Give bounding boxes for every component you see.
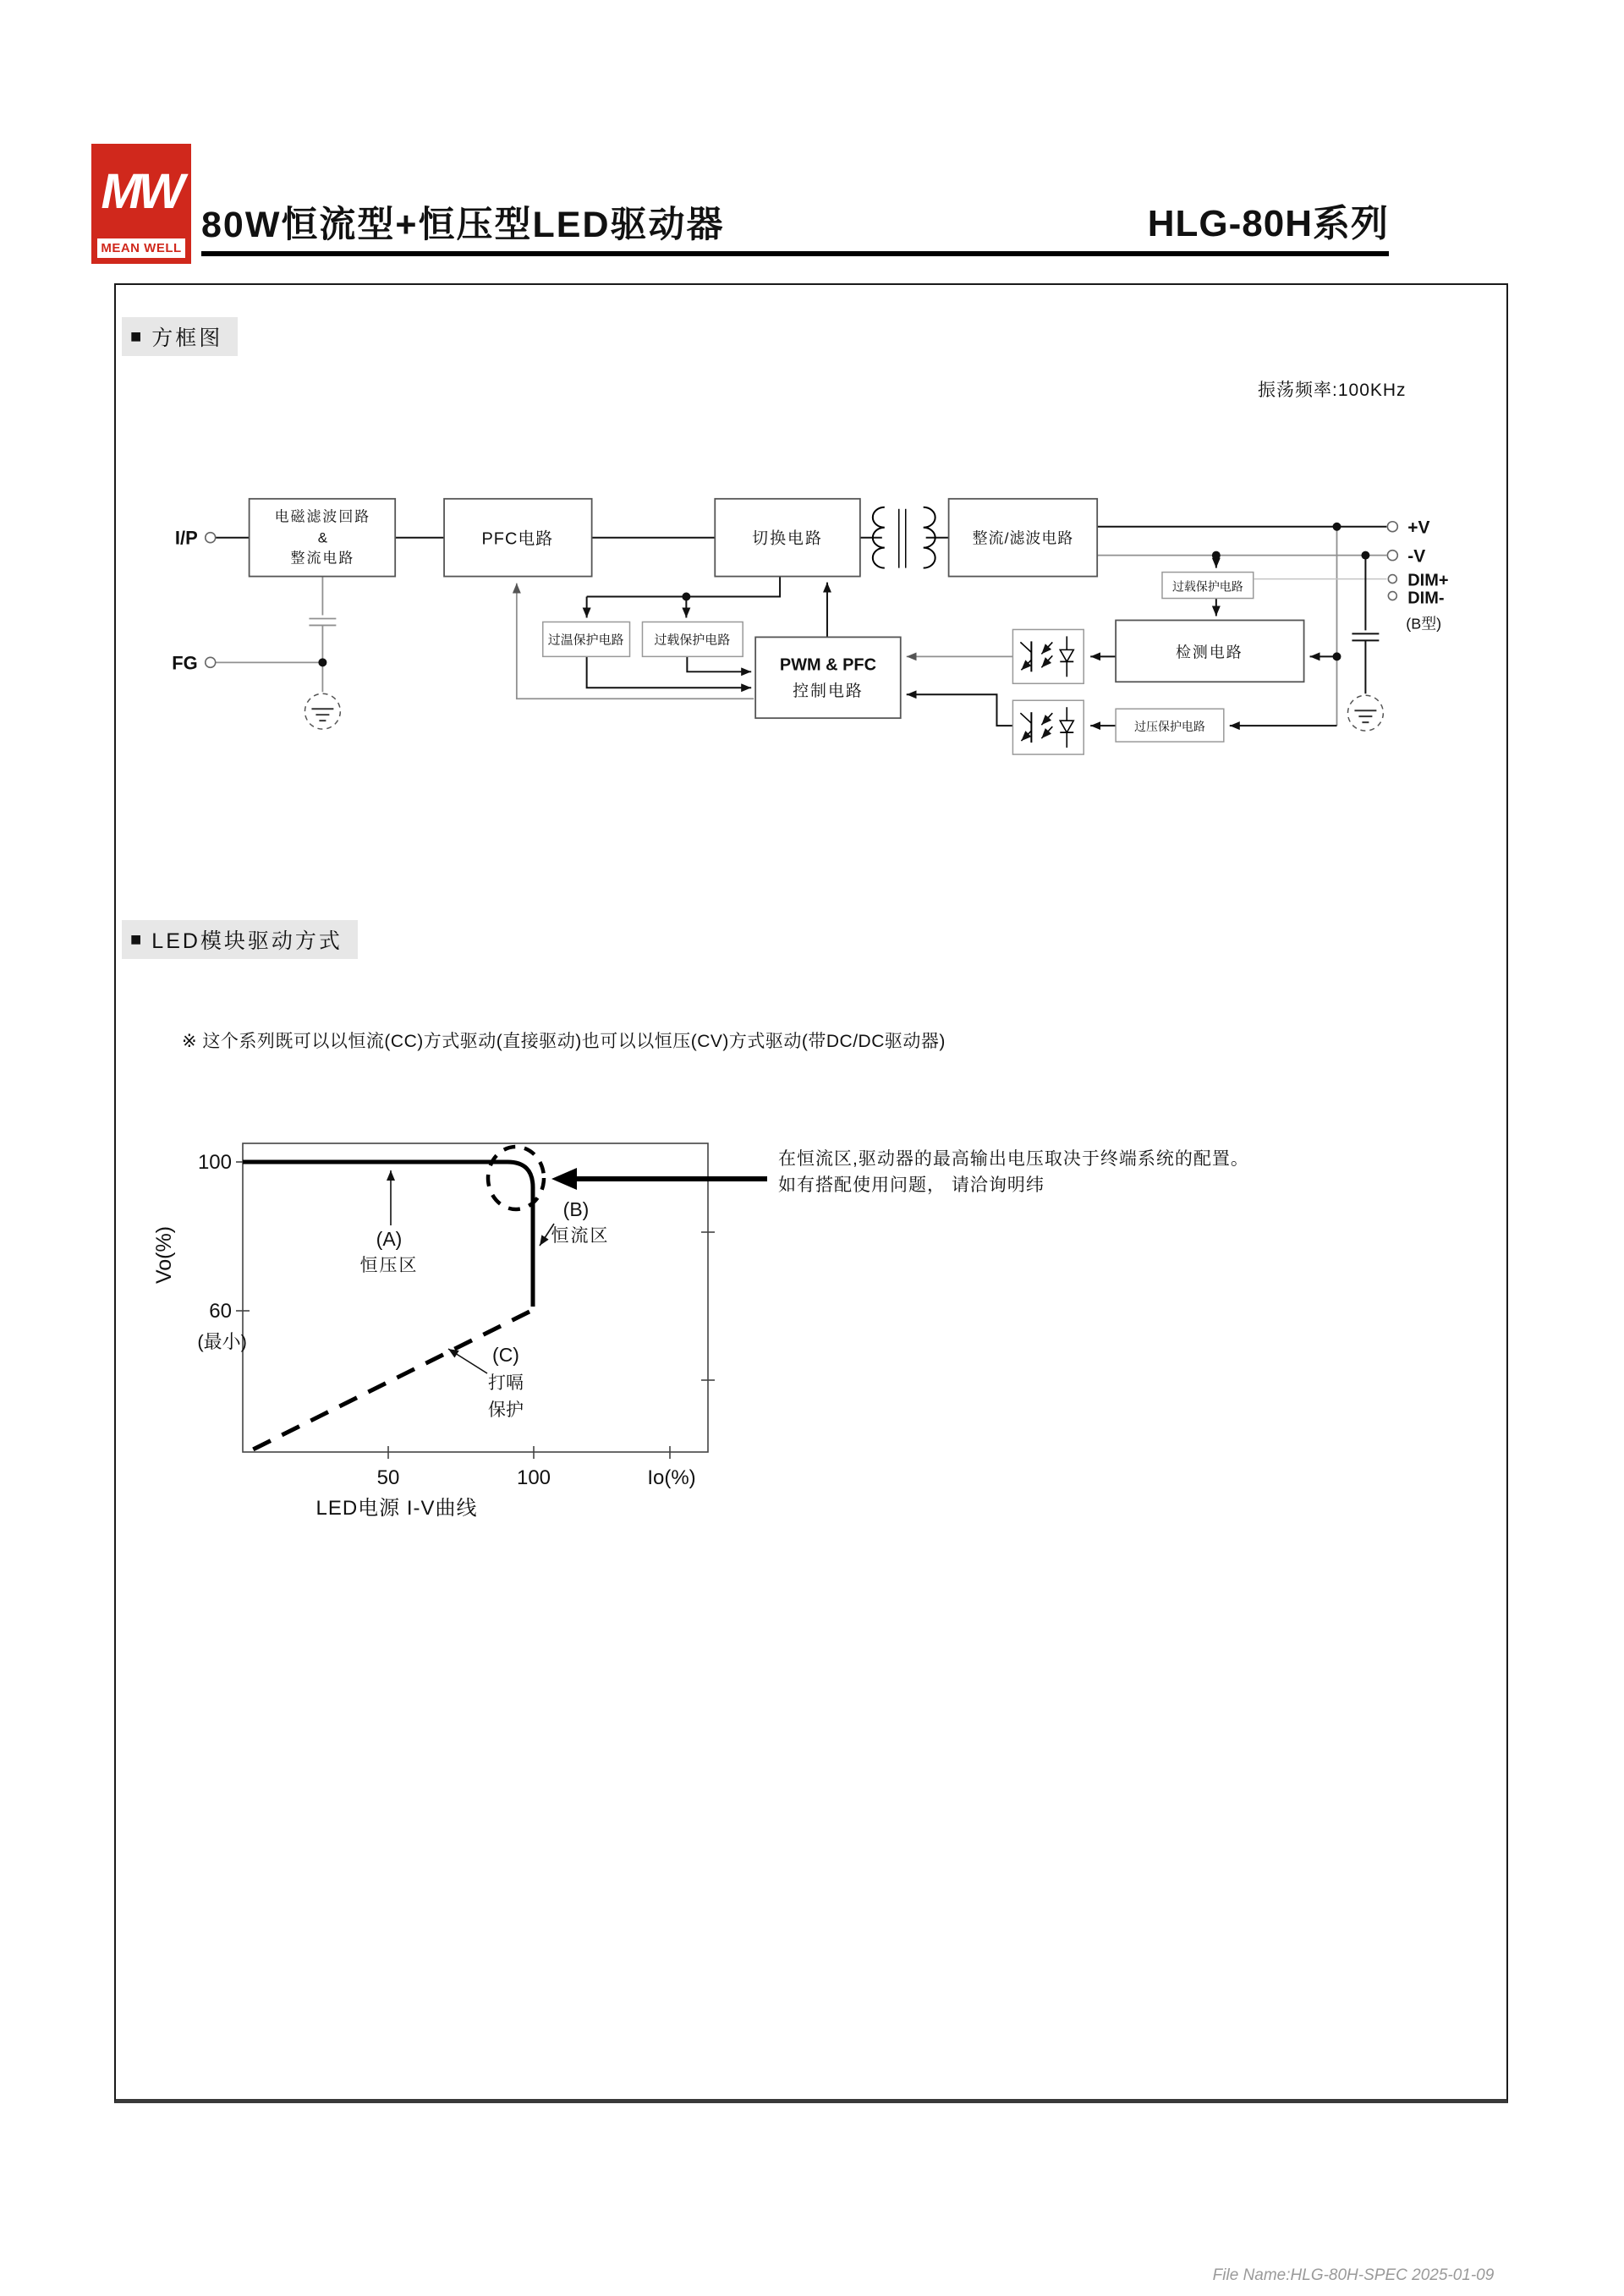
iv-curve-chart xyxy=(137,1126,771,1524)
ytick-60: 60 xyxy=(209,1300,232,1323)
zone-c-label2: 保护 xyxy=(488,1400,524,1420)
page-title: 80W恒流型+恒压型LED驱动器 xyxy=(201,205,725,245)
pointer-arrow-icon xyxy=(551,1168,767,1190)
btype-label: (B型) xyxy=(1406,615,1442,633)
olp2-block-label: 过载保护电路 xyxy=(1171,579,1243,594)
detect-block-label: 检测电路 xyxy=(1175,644,1243,661)
mw-logo-icon: MW xyxy=(101,163,182,219)
vminus-terminal-label: -V xyxy=(1407,546,1426,567)
vplus-terminal-label: +V xyxy=(1407,518,1430,538)
section-marker-icon: ■ xyxy=(130,326,142,347)
otp-block-label: 过温保护电路 xyxy=(547,633,624,648)
section-led-drive xyxy=(122,920,358,959)
series-name: HLG-80H系列 xyxy=(1147,203,1389,244)
section-block-diagram-label: 方框图 xyxy=(151,326,223,350)
zone-b-label: 恒流区 xyxy=(551,1226,610,1246)
meanwell-logo xyxy=(91,144,191,264)
zone-c-tag: (C) xyxy=(492,1344,519,1366)
earth-ground-icon xyxy=(1347,695,1383,731)
switch-block-label: 切换电路 xyxy=(752,529,823,548)
drive-mode-note: ※ 这个系列既可以以恒流(CC)方式驱动(直接驱动)也可以以恒压(CV)方式驱动(带DC/DC驱动器) xyxy=(182,1032,946,1051)
brand-name: MEAN WELL xyxy=(97,238,185,258)
zone-a-tag: (A) xyxy=(376,1228,403,1250)
section-led-drive-label: LED模块驱动方式 xyxy=(151,929,343,953)
ytick-100: 100 xyxy=(197,1151,232,1174)
dimplus-terminal-label: DIM+ xyxy=(1407,571,1449,590)
fg-terminal-label: FG xyxy=(172,652,198,674)
cc-region-paragraph-line2: 如有搭配使用问题， 请洽询明纬 xyxy=(778,1175,1045,1195)
dimminus-terminal-label: DIM- xyxy=(1407,589,1445,608)
x-axis-label: Io(%) xyxy=(647,1466,696,1489)
xtick-50: 50 xyxy=(376,1466,400,1489)
earth-ground-icon xyxy=(304,693,340,729)
olp-block-label: 过载保护电路 xyxy=(654,633,731,648)
ovp-block-label: 过压保护电路 xyxy=(1134,720,1205,734)
cc-region-paragraph-line1: 在恒流区,驱动器的最高输出电压取决于终端系统的配置。 xyxy=(778,1149,1249,1169)
zone-b-tag: (B) xyxy=(562,1198,590,1220)
emi-block-label: 电磁滤波回路 xyxy=(274,508,371,525)
emi-block-label2: & xyxy=(317,529,328,546)
zone-c-label: 打嗝 xyxy=(488,1373,524,1393)
zone-a-label: 恒压区 xyxy=(359,1256,419,1275)
ytick-min: (最小) xyxy=(197,1331,247,1352)
emi-block-label3: 整流电路 xyxy=(290,550,355,567)
pwm-block-label: PWM & PFC xyxy=(779,655,876,675)
rectifier-block-label: 整流/滤波电路 xyxy=(972,529,1074,547)
oscillation-frequency: 振荡频率:100KHz xyxy=(1258,381,1407,400)
plot-frame xyxy=(243,1143,708,1452)
xtick-100: 100 xyxy=(516,1466,551,1489)
section-marker-icon: ■ xyxy=(130,929,142,950)
axis-ticks xyxy=(236,1162,715,1459)
title-divider xyxy=(201,251,1389,256)
pfc-block-label: PFC电路 xyxy=(481,529,554,549)
content-box xyxy=(114,283,1508,2103)
y-axis-label: Vo(%) xyxy=(152,1225,176,1285)
corner-highlight-circle xyxy=(488,1147,544,1209)
pwm-block-label2: 控制电路 xyxy=(793,682,864,701)
optocoupler-icon xyxy=(1012,629,1084,683)
section-block-diagram xyxy=(122,317,238,356)
chart-title: LED电源 I-V曲线 xyxy=(315,1497,478,1520)
cc-region-paragraph xyxy=(778,1146,1249,1198)
transformer-icon xyxy=(873,507,935,568)
optocoupler-icon xyxy=(1012,700,1084,754)
block-diagram xyxy=(116,412,1506,800)
ip-terminal-label: I/P xyxy=(174,527,198,549)
file-name-footer: File Name:HLG-80H-SPEC 2025-01-09 xyxy=(1212,2266,1495,2284)
